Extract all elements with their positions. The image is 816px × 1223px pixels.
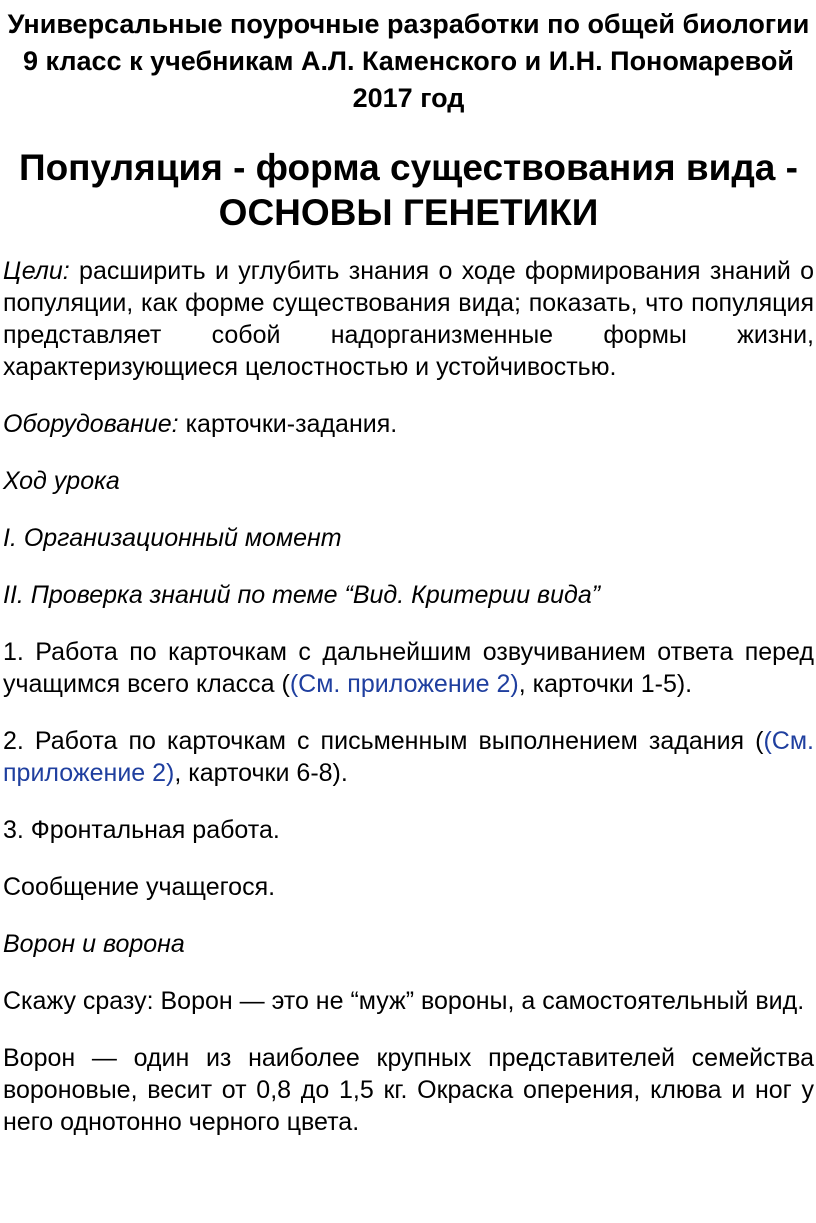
story-paragraph-2: Ворон — один из наиболее крупных представителей семейства вороновые, весит от 0,8 до 1,5 кг. Окраска оперения, клюва и ног у него однотонно черного цвета. — [3, 1044, 814, 1136]
story-paragraph-1: Скажу сразу: Ворон — это не “муж” вороны, а самостоятельный вид. — [3, 987, 805, 1015]
goals-label: Цели: — [3, 257, 70, 285]
item-2-paragraph — [3, 725, 814, 789]
student-message: Сообщение учащегося. — [3, 873, 276, 901]
equipment-paragraph — [3, 408, 814, 440]
item-1-paragraph — [3, 636, 814, 700]
appendix-link-2[interactable]: (См. приложение 2) — [3, 727, 814, 787]
item-2-tail: , карточки 6-8). — [174, 759, 348, 787]
item-3-paragraph: 3. Фронтальная работа. — [3, 816, 280, 844]
equipment-label: Оборудование: — [3, 410, 179, 438]
appendix-link-1[interactable]: (См. приложение 2) — [289, 670, 519, 698]
item-2-text: 2. Работа по карточкам с письменным выполнением задания ( — [3, 727, 764, 755]
item-1-text: 1. Работа по карточкам с дальнейшим озвучиванием ответа перед учащимся всего класса ( — [3, 638, 814, 698]
goals-paragraph — [3, 255, 814, 383]
page-title: Популяция - форма существования вида - ОСНОВЫ ГЕНЕТИКИ — [18, 147, 798, 233]
equipment-text: карточки-задания. — [178, 410, 398, 438]
item-1-tail: , карточки 1-5). — [518, 670, 693, 698]
goals-text: расширить и углубить знания о ходе формирования знаний о популяции, как форме существования вида; показать, что популяция представляет собой надорганизменные формы жизни, характеризующиеся целостностью и устойчивостью. — [3, 257, 814, 381]
story-title: Ворон и ворона — [3, 930, 185, 958]
lesson-heading: Ход урока — [3, 467, 120, 495]
header-title: Универсальные поурочные разработки по общей биологии 9 класс к учебникам А.Л. Каменского и И.Н. Пономаревой 2017 год — [7, 9, 810, 113]
step-knowledge-check: II. Проверка знаний по теме “Вид. Критерии вида” — [3, 581, 601, 609]
step-organizational: I. Организационный момент — [3, 524, 342, 552]
